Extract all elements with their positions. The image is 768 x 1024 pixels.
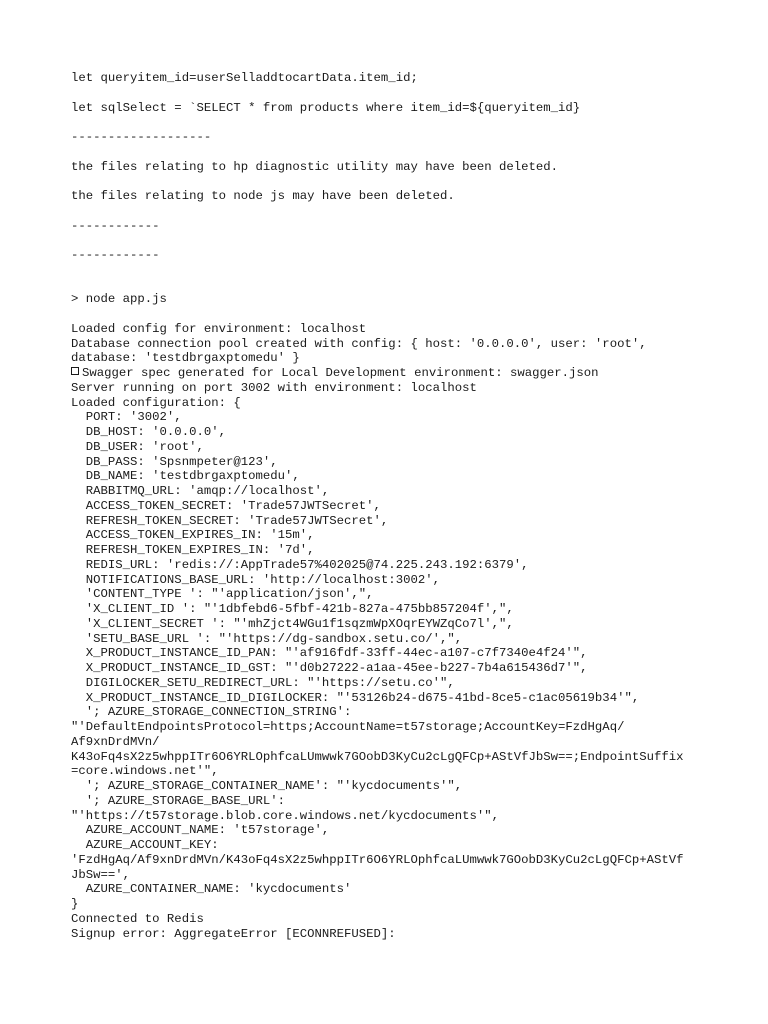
console-line: 'X_CLIENT_SECRET ': "'mhZjct4WGu1f1sqzmWpXOqrEYWZqCo7l',", <box>71 616 514 631</box>
console-line: ACCESS_TOKEN_SECRET: 'Trade57JWTSecret', <box>71 498 381 513</box>
console-line: Connected to Redis <box>71 911 204 926</box>
console-line: K43oFq4sX2z5whppITr6O6YRLOphfcaLUmwwk7GOobD3KyCu2cLgQFCp+AStVfJbSw==;EndpointSuffix <box>71 749 684 764</box>
console-line: '; AZURE_STORAGE_CONTAINER_NAME': "'kycdocuments'", <box>71 779 463 793</box>
swagger-text: Swagger spec generated for Local Development environment: swagger.json <box>82 366 599 380</box>
console-line: X_PRODUCT_INSTANCE_ID_DIGILOCKER: "'53126b24-d675-41bd-8ce5-c1ac05619b34'", <box>71 690 640 705</box>
code-line-sqlselect: let sqlSelect = `SELECT * from products where item_id=${queryitem_id} <box>71 100 581 115</box>
console-line: DB_PASS: 'Spsnmpeter@123', <box>71 454 278 469</box>
console-line: AZURE_ACCOUNT_KEY: <box>71 838 219 852</box>
console-line: Loaded config for environment: localhost <box>71 321 367 336</box>
console-line: "'DefaultEndpointsProtocol=https;AccountName=t57storage;AccountKey=FzdHgAq/ <box>71 720 625 734</box>
console-line: Af9xnDrdMVn/ <box>71 734 160 749</box>
console-line: X_PRODUCT_INSTANCE_ID_GST: "'d0b27222-a1aa-45ee-b227-7b4a615436d7'", <box>71 661 588 675</box>
note-hp-diagnostic: the files relating to hp diagnostic utility may have been deleted. <box>71 159 559 174</box>
console-command: > node app.js <box>71 292 167 307</box>
console-line: REFRESH_TOKEN_SECRET: 'Trade57JWTSecret', <box>71 513 389 528</box>
console-line: "'https://t57storage.blob.core.windows.net/kycdocuments'", <box>71 808 500 823</box>
console-line: Database connection pool created with config: { host: '0.0.0.0', user: 'root', <box>71 336 647 351</box>
console-line: '; AZURE_STORAGE_CONNECTION_STRING': <box>71 705 352 720</box>
console-line: 'SETU_BASE_URL ': "'https://dg-sandbox.setu.co/',", <box>71 631 463 646</box>
console-line: AZURE_ACCOUNT_NAME: 't57storage', <box>71 823 330 838</box>
console-line: '; AZURE_STORAGE_BASE_URL': <box>71 793 286 808</box>
console-line-swagger <box>71 366 731 381</box>
console-line: RABBITMQ_URL: 'amqp://localhost', <box>71 484 330 498</box>
separator-line: ------------ <box>71 218 160 233</box>
box-icon <box>71 367 79 375</box>
console-line: } <box>71 897 79 911</box>
console-line: ACCESS_TOKEN_EXPIRES_IN: '15m', <box>71 528 315 543</box>
console-line: =core.windows.net'", <box>71 764 219 779</box>
code-line-queryitem: let queryitem_id=userSelladdtocartData.item_id; <box>71 71 418 85</box>
console-line: DB_NAME: 'testdbrgaxptomedu', <box>71 469 300 484</box>
separator-line: ------------------- <box>71 130 212 144</box>
console-line: 'FzdHgAq/Af9xnDrdMVn/K43oFq4sX2z5whppITr6O6YRLOphfcaLUmwwk7GOobD3KyCu2cLgQFCp+AStVf <box>71 852 684 867</box>
console-line: database: 'testdbrgaxptomedu' } <box>71 351 300 366</box>
console-line: PORT: '3002', <box>71 410 182 425</box>
note-node-js: the files relating to node js may have been deleted. <box>71 189 455 203</box>
console-line: Signup error: AggregateError [ECONNREFUSED]: <box>71 926 396 941</box>
console-line: DB_USER: 'root', <box>71 439 204 454</box>
console-line: 'CONTENT_TYPE ': "'application/json',", <box>71 587 374 602</box>
console-line: AZURE_CONTAINER_NAME: 'kycdocuments' <box>71 882 352 897</box>
separator-line: ------------ <box>71 248 160 262</box>
console-line: NOTIFICATIONS_BASE_URL: 'http://localhost:3002', <box>71 572 440 587</box>
console-line: Server running on port 3002 with environment: localhost <box>71 380 477 395</box>
console-line: JbSw==', <box>71 867 131 882</box>
console-line: X_PRODUCT_INSTANCE_ID_PAN: "'af916fdf-33ff-44ec-a107-c7f7340e4f24'", <box>71 646 588 661</box>
console-line: REFRESH_TOKEN_EXPIRES_IN: '7d', <box>71 543 315 557</box>
console-config-block <box>71 381 731 942</box>
console-line: REDIS_URL: 'redis://:AppTrade57%402025@74.225.243.192:6379', <box>71 557 529 572</box>
document-page <box>71 71 731 941</box>
console-line: DIGILOCKER_SETU_REDIRECT_URL: "'https://setu.co'", <box>71 675 455 690</box>
console-line: Loaded configuration: { <box>71 395 241 410</box>
console-line: DB_HOST: '0.0.0.0', <box>71 425 226 439</box>
console-output <box>71 322 731 942</box>
console-line: 'X_CLIENT_ID ': "'1dbfebd6-5fbf-421b-827a-475bb857204f',", <box>71 602 514 616</box>
